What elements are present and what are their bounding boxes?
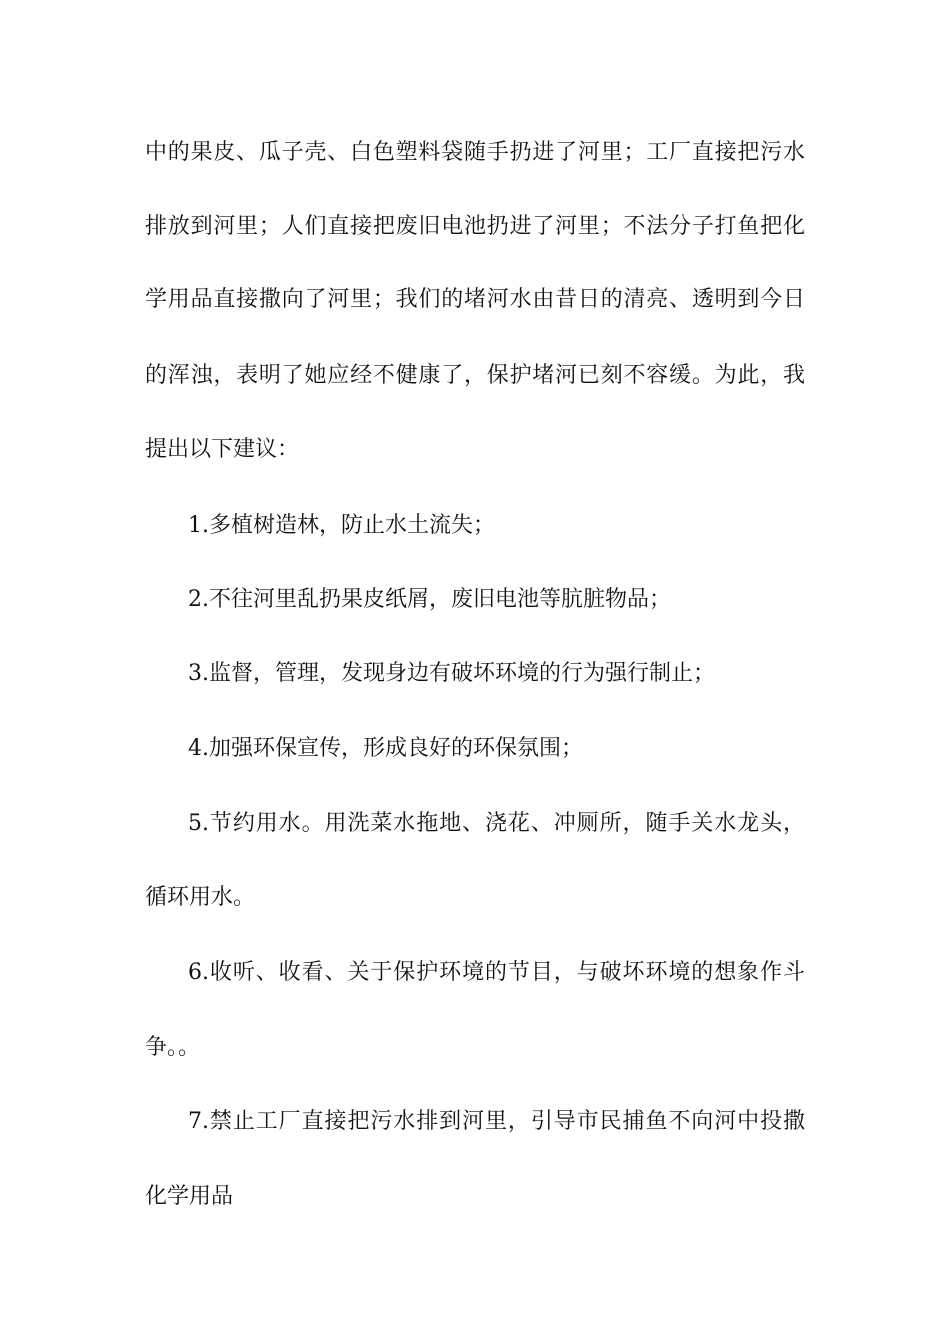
list-item: 1.多植树造林，防止水土流失； <box>188 513 495 538</box>
list-item: 6.收听、收看、关于保护环境的节目，与破坏环境的想象作斗 <box>188 960 805 985</box>
list-item: 4.加强环保宣传，形成良好的环保氛围； <box>188 736 583 761</box>
paragraph-line: 中的果皮、瓜子壳、白色塑料袋随手扔进了河里；工厂直接把污水 <box>145 140 805 165</box>
paragraph-line: 的浑浊，表明了她应经不健康了，保护堵河已刻不容缓。为此，我 <box>145 363 805 388</box>
list-item-continuation: 争。。 <box>145 1035 201 1060</box>
paragraph-line: 提出以下建议： <box>145 437 300 462</box>
list-item: 3.监督，管理，发现身边有破坏环境的行为强行制止； <box>188 661 715 686</box>
paragraph-line: 排放到河里；人们直接把废旧电池扔进了河里；不法分子打鱼把化 <box>145 214 805 239</box>
list-item: 7.禁止工厂直接把污水排到河里，引导市民捕鱼不向河中投撒 <box>188 1109 805 1134</box>
list-item-continuation: 化学用品 <box>145 1184 234 1209</box>
list-item: 5.节约用水。用洗菜水拖地、浇花、冲厕所，随手关水龙头， <box>188 811 805 836</box>
list-item: 2.不往河里乱扔果皮纸屑，废旧电池等肮脏物品； <box>188 587 671 612</box>
list-item-continuation: 循环用水。 <box>145 885 256 910</box>
paragraph-line: 学用品直接撒向了河里；我们的堵河水由昔日的清亮、透明到今日 <box>145 287 805 312</box>
